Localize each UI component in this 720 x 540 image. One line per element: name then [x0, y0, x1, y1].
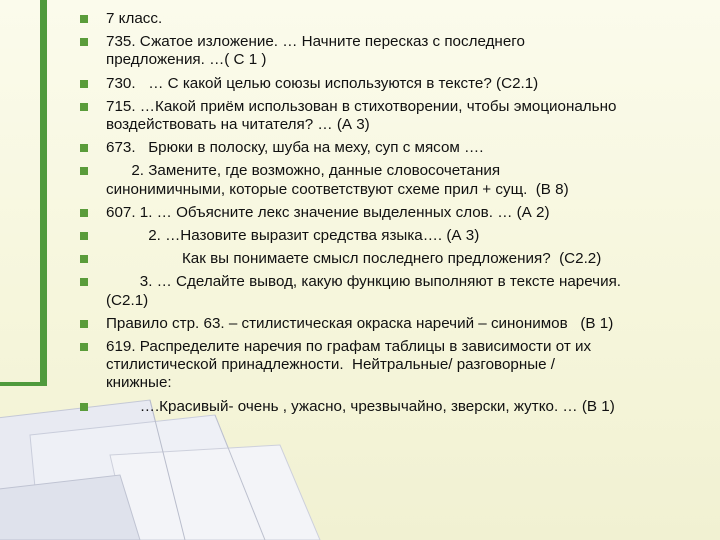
list-item — [80, 204, 712, 222]
list-item — [80, 250, 712, 268]
list-item — [80, 338, 712, 393]
item-text: 3. … Сделайте вывод, какую функцию выполняют в тексте наречия. (С2.1) — [106, 273, 622, 309]
list-item — [80, 33, 712, 69]
item-text: 673. Брюки в полоску, шуба на меху, суп с мясом …. — [106, 139, 484, 157]
bullet-icon — [80, 15, 88, 23]
bullet-icon — [80, 38, 88, 46]
bullet-icon — [80, 255, 88, 263]
list-item — [80, 273, 712, 309]
bullet-icon — [80, 232, 88, 240]
item-text: 2. Замените, где возможно, данные словосочетания синонимичными, которые соответствуют схеме прил + сущ. (В 8) — [106, 162, 569, 198]
item-text: 2. …Назовите выразит средства языка…. (А 3) — [106, 227, 480, 245]
item-text: 730. … С какой целью союзы используются в тексте? (С2.1) — [106, 74, 539, 92]
list-item — [80, 315, 712, 333]
bullet-icon — [80, 320, 88, 328]
accent-vertical-bar — [40, 0, 47, 382]
item-text: 607. 1. … Объясните лекс значение выделенных слов. … (А 2) — [106, 203, 550, 221]
bullet-icon — [80, 343, 88, 351]
bullet-icon — [80, 403, 88, 411]
list-item — [80, 10, 712, 28]
item-text: 735. Сжатое изложение. … Начните пересказ с последнего предложения. …( С 1 ) — [106, 33, 525, 69]
bullet-icon — [80, 209, 88, 217]
bullet-icon — [80, 103, 88, 111]
task-list — [80, 10, 712, 421]
bullet-icon — [80, 80, 88, 88]
list-item — [80, 398, 712, 416]
list-item — [80, 98, 712, 134]
bullet-icon — [80, 278, 88, 286]
item-text: 7 класс. — [106, 10, 163, 27]
bullet-icon — [80, 167, 88, 175]
item-text: 715. …Какой приём использован в стихотворении, чтобы эмоционально воздействовать на читателя? … (А 3) — [106, 97, 617, 134]
item-text: 619. Распределите наречия по графам таблицы в зависимости от их стилистической принадлежности. Нейтральные/ разговорные / книжные: — [106, 338, 592, 392]
list-item — [80, 162, 712, 198]
list-item — [80, 75, 712, 93]
list-item — [80, 227, 712, 245]
bullet-icon — [80, 144, 88, 152]
item-text: Как вы понимаете смысл последнего предложения? (С2.2) — [106, 250, 602, 268]
list-item — [80, 139, 712, 157]
item-text: ….Красивый- очень , ужасно, чрезвычайно, зверски, жутко. … (В 1) — [106, 397, 615, 415]
item-text: Правило стр. 63. – стилистическая окраска наречий – синонимов (В 1) — [106, 314, 614, 332]
